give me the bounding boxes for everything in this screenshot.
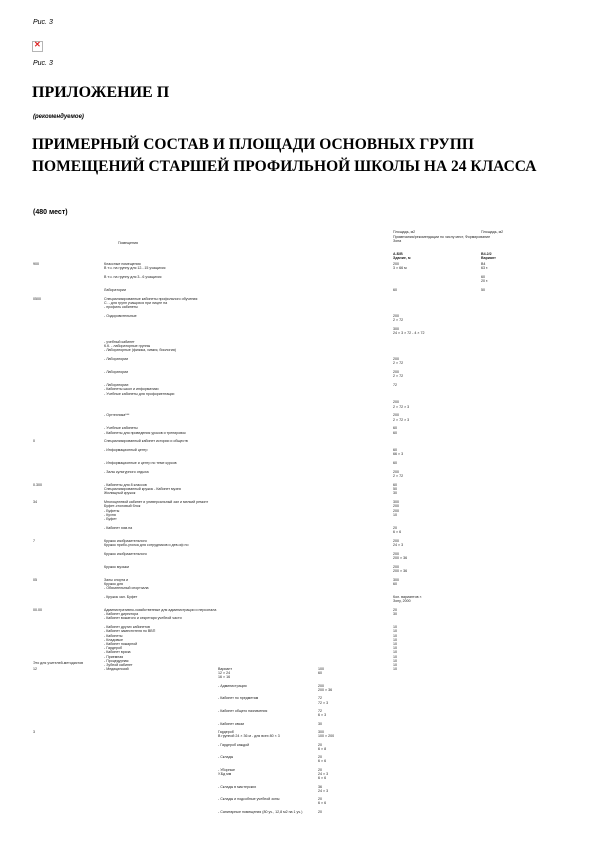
subrow-area: 72 6 × 3: [318, 709, 327, 718]
subtable-head: Это для учителей-методистов: [33, 661, 84, 665]
row-name: Кружок музыки: [104, 564, 129, 569]
row-name: Кружок изобразительного Кружок прибо-уголка для сотрудников и дев.оф по: [104, 538, 189, 547]
row-name: - Оргтехника***: [104, 413, 130, 418]
subrow-name: - Администрация: [218, 683, 247, 688]
row-name: Лаборатории: [104, 288, 126, 292]
subrow-name: - Кабинет общего назначения: [218, 709, 268, 713]
subrow-name: - Санитарные помещения (80 уч., 12,8 м2 на 1 уч.): [218, 809, 303, 814]
seats-note: (480 мест): [33, 209, 68, 216]
row-name: - Лаборатории: - Кабинеты школ и информатики - Учебные кабинеты для профориентации: [104, 383, 175, 396]
row-area: 200 200 × 36: [393, 551, 408, 560]
row-area: 200 2 × 72: [393, 314, 404, 323]
row-name: - Учебные кабинеты - Кабинеты для проведения уроков и тренировок: [104, 426, 186, 435]
row-code: 0.300: [33, 483, 42, 487]
row-area: 60: [393, 288, 397, 292]
row-code: 7: [33, 538, 35, 543]
row-area2: 60 20 т.: [481, 275, 489, 284]
broken-image-icon: [32, 41, 43, 52]
row-area: Кол. вариантов × Зону, 2000: [393, 595, 422, 604]
header-col-a: А.Б/В Здание, м: [393, 252, 411, 261]
row-area: 60 50 30: [393, 483, 397, 496]
row-name: Специализированный кабинет истории и обществ: [104, 439, 188, 444]
row-area: 200 2 × 72 × 3: [393, 413, 410, 422]
row-area: 200 2 × 72 × 3: [393, 400, 410, 409]
header-col-b: В4.2/2 Вариант: [481, 252, 496, 261]
row-area2: В4 63 т.: [481, 262, 489, 271]
row-name: - Информационный центр: [104, 448, 148, 453]
row-code: 900: [33, 262, 39, 266]
row-area: 60 66 × 3: [393, 448, 404, 457]
row-area: 20 6 × 6: [393, 525, 402, 534]
subrow-area: 36 24 × 3: [318, 784, 329, 793]
row-name: - Лаборатории: [104, 357, 129, 362]
subrow-area: 20 6 × 6: [318, 797, 327, 806]
row-area: 20 30: [393, 608, 397, 617]
document-title: ПРИМЕРНЫЙ СОСТАВ И ПЛОЩАДИ ОСНОВНЫХ ГРУПП ПОМЕЩЕНИЙ СТАРШЕЙ ПРОФИЛЬНОЙ ШКОЛЫ НА 24 КЛАССА: [32, 136, 537, 175]
row-area2: 50: [481, 288, 485, 292]
subrow-area: 72 72 × 3: [318, 696, 329, 705]
subrow-area: 200 200 × 36: [318, 683, 333, 692]
row-name: - Лаборатории: [104, 370, 129, 375]
row-code: 0500: [33, 296, 41, 301]
row-code: 00.00: [33, 608, 42, 612]
row-area: 60: [393, 461, 397, 466]
row-area: 300 60: [393, 577, 399, 586]
subrow-area: 20 6 × 8: [318, 742, 327, 751]
subrow-area: 20 24 × 3 6 × 6: [318, 767, 329, 781]
subrow-area: 300 100 × 200: [318, 730, 335, 739]
subrow-name: - Склады в мастерских: [218, 784, 257, 789]
row-name: - Кабинеты для 8 классов Специализированный кружок - Кабинет музея Жилищный кружок: [104, 483, 181, 496]
subrow-name: Вариант 12 × 24 16 × 16: [218, 667, 233, 680]
row-area: 200 24 × 3: [393, 538, 404, 547]
subrow-name: - Кабинет по предметам: [218, 696, 259, 701]
row-name: - Кабинет хим.на: [104, 525, 133, 530]
subrow-name: - Уборные У.Бд мм: [218, 767, 236, 776]
row-name: - Кружок зал. Буфет: [104, 595, 138, 599]
row-area: 200 3 × 66 м: [393, 262, 407, 271]
subrow-name: Гардероб В группой 24 × 36 м - для всех 80 × 3: [218, 730, 280, 739]
row-code: 0: [33, 439, 35, 444]
subrow-area: 30: [318, 721, 322, 726]
subrow-code: 12: [33, 667, 37, 671]
row-name: - Оздоровительные: [104, 314, 137, 318]
row-name: Кружок изобразительного: [104, 551, 147, 556]
subrow-area: 20 6 × 6: [318, 755, 327, 764]
header-area: Площадь, м2: [393, 230, 416, 234]
row-area: 72: [393, 383, 397, 388]
row-area: 300 24 × 3 × 72 - 4 × 72: [393, 327, 425, 336]
row-area: 300 200 200 10: [393, 500, 399, 517]
subrow-name: - Гардероб каждой: [218, 742, 250, 747]
row-area: 200 2 × 72: [393, 370, 404, 379]
row-code: 34: [33, 500, 37, 505]
subrow-name: - Кабинет связи: [218, 721, 245, 726]
row-name: - Кабинет других кабинетов - Кабинет заместителя по ВВП - Кабинеты - Кладовые - Кабинет пожарной - Гардероб - Кабинет врача - Приемная - Процедурная - Зубной кабинет - Медицинский: [104, 625, 156, 672]
row-area: 200 2 × 72: [393, 470, 404, 479]
appendix-subheading: (рекомендуемое): [33, 114, 84, 120]
row-area: 60 60: [393, 426, 397, 435]
header-premises: Помещения: [118, 241, 138, 245]
row-name: - Информационные и центр по теме курсов: [104, 461, 177, 466]
figure-caption: Рис. 3: [33, 60, 53, 67]
subrow-name: - Склады и подсобные учебной зоны: [218, 797, 280, 802]
row-name: - учебный кабинет К.К. - лабораторные группы - Лабораторные (физика, химия, биология): [104, 340, 176, 353]
row-name: Многоцелевой кабинет и универсальный зал и мелкий ремонт Буфет-столовый блок - Буфеты - Кухня - Буфет: [104, 500, 209, 521]
row-name: В т.ч. на группу для 3...6 учащихся: [104, 275, 162, 279]
figure-caption: Рис. 3: [33, 19, 53, 26]
subrow-area: 20: [318, 809, 322, 814]
row-name: Административно-хозяйственные для администрации и персонала - Кабинет директора - Кабинет вожатого и секретаря учебной части: [104, 608, 217, 621]
header-area2: Площадь, м2: [481, 230, 504, 234]
row-area: 10 10 10 10 10 10 10 10 10 10 10: [393, 625, 397, 672]
subrow-code: 3: [33, 730, 35, 734]
row-name: - Залы культурного отдыха: [104, 470, 149, 474]
subrow-area: 100 60: [318, 667, 324, 676]
row-area: 200 200 × 36: [393, 564, 408, 573]
header-area-note: Примечания/рекомендации по числу мест, Формирование Зона: [393, 235, 491, 244]
row-name: Классные помещения В т.ч. на группу для 12...15 учащихся: [104, 262, 166, 271]
subrow-name: - Склады: [218, 755, 234, 760]
row-area: 200 2 × 72: [393, 357, 404, 366]
appendix-heading: ПРИЛОЖЕНИЕ П: [32, 84, 170, 101]
row-code: 05: [33, 577, 37, 582]
row-name: Залы спорта и Кружок для - Обязательный спортзала: [104, 577, 149, 591]
row-name: Специализированные кабинеты профильного обучения: С. - для групп учащихся при лицее на - профиль кабинеты: [104, 296, 199, 310]
